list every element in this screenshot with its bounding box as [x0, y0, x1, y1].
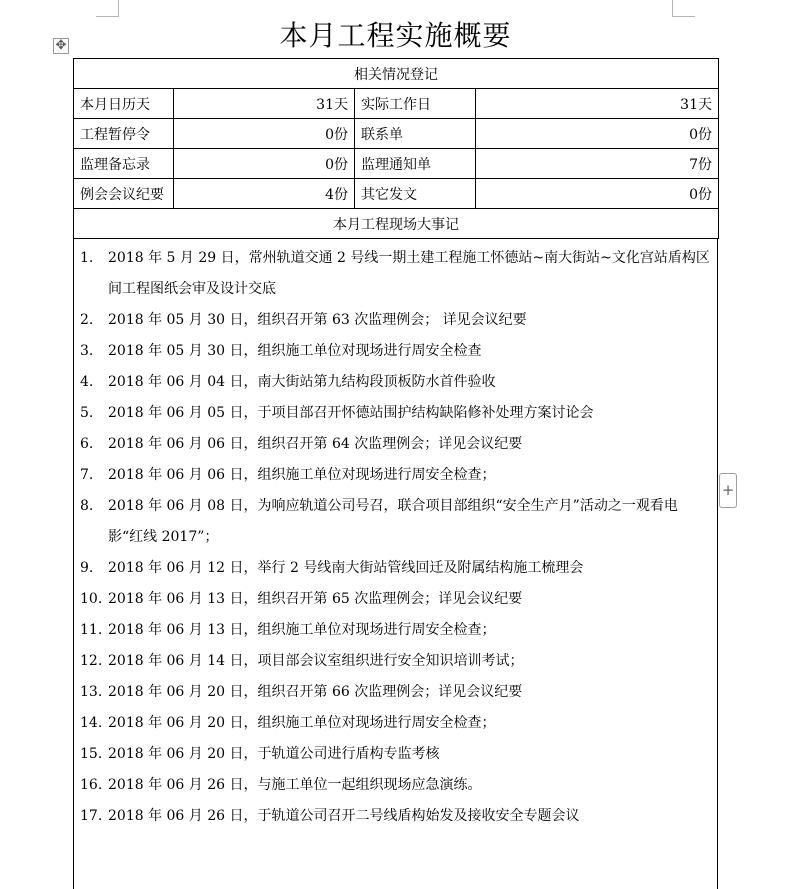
list-item	[74, 243, 717, 305]
summary-header: 相关情况登记	[74, 59, 719, 89]
plus-icon: +	[721, 481, 735, 499]
row-value: 31天	[174, 89, 355, 119]
summary-header-row	[74, 59, 719, 89]
item-number: 17.	[80, 808, 103, 824]
events-list	[74, 239, 717, 832]
list-item	[74, 739, 717, 770]
list-item	[74, 367, 717, 398]
row-value: 31天	[476, 89, 719, 119]
item-number: 8.	[80, 498, 94, 514]
events-header-row	[74, 209, 719, 239]
item-number: 6.	[80, 436, 94, 452]
row-value: 0份	[174, 149, 355, 179]
item-text: 2018 年 06 月 26 日，与施工单位一起组织现场应急演练。	[108, 777, 482, 793]
list-item	[74, 615, 717, 646]
list-item	[74, 770, 717, 801]
row-label: 工程暂停令	[74, 119, 174, 149]
item-text: 2018 年 06 月 12 日，举行 2 号线南大街站管线回迁及附属结构施工梳理会	[108, 560, 584, 576]
item-text: 2018 年 06 月 04 日，南大街站第九结构段顶板防水首件验收	[108, 374, 496, 390]
item-text: 2018 年 5 月 29 日，常州轨道交通 2 号线一期土建工程施工怀德站~南大街站~文化宫站盾构区间工程图纸会审及设计交底	[108, 250, 710, 297]
item-number: 11.	[80, 622, 103, 638]
item-text: 2018 年 06 月 26 日，于轨道公司召开二号线盾构始发及接收安全专题会议	[108, 808, 580, 824]
item-number: 3.	[80, 343, 94, 359]
list-item	[74, 460, 717, 491]
list-item	[74, 429, 717, 460]
item-text: 2018 年 06 月 14 日，项目部会议室组织进行安全知识培训考试；	[108, 653, 524, 669]
row-label: 例会会议纪要	[74, 179, 174, 209]
list-item	[74, 491, 717, 553]
row-label: 实际工作日	[355, 89, 476, 119]
table-row	[74, 89, 719, 119]
page-title: 本月工程实施概要	[279, 19, 512, 52]
row-value: 0份	[174, 119, 355, 149]
item-text: 2018 年 06 月 13 日，组织施工单位对现场进行周安全检查；	[108, 622, 496, 638]
item-text: 2018 年 05 月 30 日，组织施工单位对现场进行周安全检查	[108, 343, 482, 359]
move-arrows-icon: ✥	[55, 38, 67, 53]
item-text: 2018 年 06 月 06 日，组织召开第 64 次监理例会；详见会议纪要	[108, 436, 523, 452]
events-header: 本月工程现场大事记	[74, 209, 719, 239]
add-row-button[interactable]	[719, 473, 737, 508]
item-text: 2018 年 06 月 05 日，于项目部召开怀德站围护结构缺陷修补处理方案讨论会	[108, 405, 594, 421]
item-number: 15.	[80, 746, 103, 762]
item-number: 13.	[80, 684, 103, 700]
table-row	[74, 119, 719, 149]
list-item	[74, 305, 717, 336]
item-text: 2018 年 06 月 20 日，于轨道公司进行盾构专监考核	[108, 746, 440, 762]
row-value: 4份	[174, 179, 355, 209]
item-number: 16.	[80, 777, 103, 793]
list-item	[74, 553, 717, 584]
crop-mark-top-left	[96, 0, 119, 17]
list-item	[74, 677, 717, 708]
item-text: 2018 年 06 月 06 日，组织施工单位对现场进行周安全检查；	[108, 467, 496, 483]
row-label: 监理备忘录	[74, 149, 174, 179]
row-label: 其它发文	[355, 179, 476, 209]
list-item	[74, 801, 717, 832]
item-number: 4.	[80, 374, 94, 390]
list-item	[74, 398, 717, 429]
table-row	[74, 179, 719, 209]
list-item	[74, 708, 717, 739]
table-row	[74, 149, 719, 179]
list-item	[74, 584, 717, 615]
item-number: 1.	[80, 250, 94, 266]
list-item	[74, 646, 717, 677]
events-list-cell	[73, 239, 718, 889]
crop-mark-top-right	[672, 0, 695, 17]
row-label: 联系单	[355, 119, 476, 149]
item-number: 12.	[80, 653, 103, 669]
item-text: 2018 年 06 月 13 日，组织召开第 65 次监理例会；详见会议纪要	[108, 591, 523, 607]
item-text: 2018 年 06 月 08 日，为响应轨道公司号召，联合项目部组织“安全生产月”活动之一观看电影“红线 2017”；	[108, 498, 678, 545]
row-label: 本月日历天	[74, 89, 174, 119]
item-text: 2018 年 06 月 20 日，组织召开第 66 次监理例会；详见会议纪要	[108, 684, 523, 700]
row-value: 7份	[476, 149, 719, 179]
item-number: 5.	[80, 405, 94, 421]
item-text: 2018 年 05 月 30 日，组织召开第 63 次监理例会； 详见会议纪要	[108, 312, 527, 328]
list-item	[74, 336, 717, 367]
row-label: 监理通知单	[355, 149, 476, 179]
item-number: 9.	[80, 560, 94, 576]
row-value: 0份	[476, 179, 719, 209]
item-text: 2018 年 06 月 20 日，组织施工单位对现场进行周安全检查；	[108, 715, 496, 731]
summary-table	[73, 58, 719, 239]
item-number: 10.	[80, 591, 103, 607]
item-number: 14.	[80, 715, 103, 731]
item-number: 2.	[80, 312, 94, 328]
row-value: 0份	[476, 119, 719, 149]
item-number: 7.	[80, 467, 94, 483]
